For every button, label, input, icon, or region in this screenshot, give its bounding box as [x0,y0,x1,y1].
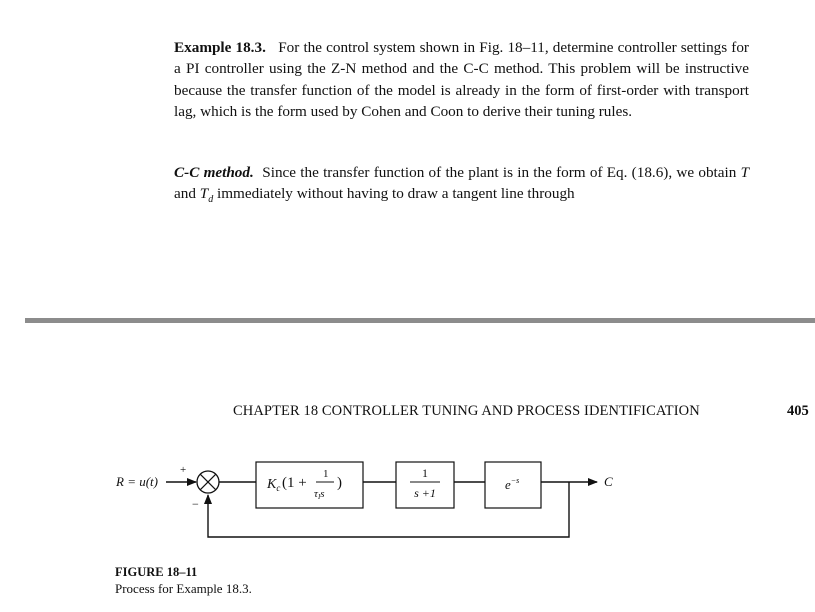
cc-text-3: immediately without having to draw a tangent line through [216,185,575,203]
cc-method-label: C-C method. [174,164,254,181]
example-text: For the control system shown in Fig. 18–11, determine controller settings for a PI controller using the Z-N method and the C-C method. This problem will be instructive because the transfer function of the model is already in the form of first-order with transport lag, which is the form used by Cohen and Coon to derive their tuning rules. [174,39,749,120]
summing-junction [197,471,219,493]
page-divider [25,318,815,323]
plant-denominator: s +1 [414,486,436,500]
cc-text-2: and [174,185,196,203]
controller-close: ) [337,475,342,491]
controller-numerator: 1 [323,468,329,480]
figure-label: FIGURE 18–11 [115,565,198,579]
var-t: T [740,164,750,181]
plus-sign: + [180,464,187,476]
cc-method-paragraph [174,162,749,211]
plant-numerator: 1 [422,466,428,480]
example-paragraph [174,37,749,122]
output-label: C [604,474,613,489]
page-number: 405 [787,403,809,419]
controller-denominator: τIs [314,488,325,501]
figure-caption: Process for Example 18.3. [115,581,252,596]
controller-gain: $K_c$ [267,477,281,493]
cc-text-1: Since the transfer function of the plant is in the form of Eq. (18.6), we obtain [262,164,737,181]
delay-block [485,462,541,508]
var-td: $T_d$ [199,185,214,206]
delay-term: $e^{-s}$ [505,476,520,492]
controller-open: (1 + [282,475,307,491]
block-diagram [0,440,815,560]
example-label: Example 18.3. [174,39,266,56]
chapter-header: CHAPTER 18 CONTROLLER TUNING AND PROCESS IDENTIFICATION [233,403,700,419]
minus-sign: − [192,497,199,511]
input-label: R = u(t) [116,474,158,489]
